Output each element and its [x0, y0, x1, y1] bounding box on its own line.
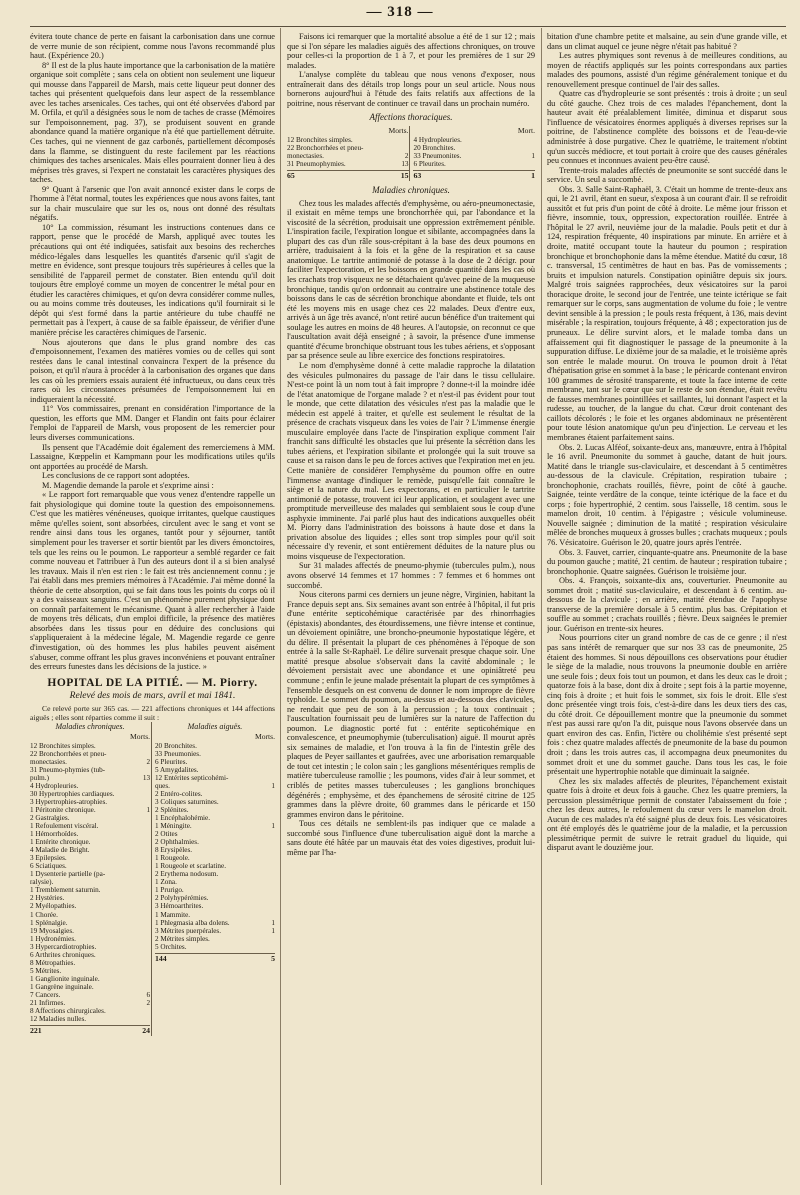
acute-total: 144 5	[154, 953, 275, 963]
table-row: 1 Rougeole.	[154, 854, 190, 863]
table-row: 2 Gastralgies.	[30, 813, 70, 822]
table-row: 6 Arthrites chroniques.	[30, 950, 96, 959]
table-row: 4 Hydropleuries.	[30, 781, 79, 790]
table-row: 12 Bronchites simples.	[287, 135, 353, 144]
thoracic-right-total: 63 1	[413, 171, 535, 181]
column-1	[30, 32, 275, 1185]
table-row: 20 Bronchites.	[413, 143, 456, 152]
mortality-paragraph: Faisons ici remarquer que la mortalité absolue a été de 1 sur 12 ; mais que si l'on sépare les maladies aiguës des affections chroniques, on trouve pour celles-ci la proportion de 1 à 7, et pour les premières de 1 sur 29 malades.	[287, 32, 535, 70]
table-row: 1 Encéphalohémie.	[154, 813, 211, 822]
table-row: 4 Hydropleuries.	[413, 135, 462, 144]
table-row: monectasies. 2	[30, 757, 151, 766]
thoracic-left-total: 65 15	[287, 171, 409, 181]
table-row: 22 Bronchorrhées et pneu-	[30, 749, 107, 758]
paragraph: Nous citerons parmi ces derniers un jeune nègre, Virginien, habitant la France depuis sept ans. Six semaines avant son entrée à l'hôpital, il fut pris d'une entérite septicohémique caractérisée par des rhinorrhagies (épistaxis) abondantes, des étourdissemens, une fièvre intense et continue, un dévoiement opiniâtre, une broncho-pneumonie hypostatique légère, et du délire. Il présentait la plupart de ces phénomènes à l'époque de son entrée à la salle St-Raphaël. Le délire survenait presque chaque soir. Une matité presque absolue s'observait dans la cavité abdominale ; le dévoiement persistait avec une abondance et une opiniâtreté peu commune ; enfin le jeune malade présentait la plupart de ces symptômes à l'ensemble desquels on est convenu de donner le nom impropre de fièvre typhoïde. Le sommet du poumon, au-dessus et au-dessous des clavicules, ne rendait que peu de son à la percussion ; la toux continuait ; l'auscultation fournissait peu de lumières sur la nature de l'affection du poumon. Le diagnostic porté fut : entérite septicohémique en convalescence, et pneumophymie (tuberculisation) aiguë. Il mourut après six semaines de maladie, et l'on trouva à la fin de l'intestin grêle des plaques de Peyer saillantes et gaufrées, avec une arborisation remarquable de tout cet intestin ; le colon sain ; les ganglions mésentériques remplis de matière tuberculeuse ramollie ; les poumons, vides d'air à leur sommet, et criblés de petites masses tuberculeuses ; les ganglions bronchiques dégénérés ; emphysème, et des épanchemens de sérosité citrine de 125 grammes dans la plèvre droite, 60 grammes dans le péricarde et 150 grammes environ dans le péritoine.	[287, 590, 535, 819]
table-row: 22 Bronchorrhées et pneu-	[287, 143, 364, 152]
table-row: 3 Hypercardiotrophies.	[30, 942, 97, 951]
hospital-title: HOPITAL DE LA PITIÉ. — M. Piorry.	[47, 676, 258, 689]
table-row: 33 Pneumonites. 1	[413, 152, 535, 161]
thoracic-head: Affections thoraciques.	[369, 112, 453, 123]
paragraph: Chez les six malades affectés de pleurites, l'épanchement existait quatre fois à droite et deux fois à gauche. Chez les quatre premiers, la percussion plessimétrique permit de constater l'abaissement du foie ; chez les deux autres, le refoulement du cœur vers le mamelon droit. Aucun de ces malades n'a été saigné plus de deux fois. Les vésicatoires ont été employés dès le quatrième jour de la maladie, et la percussion plessimétrique permit de suivre le retrait graduel du liquide, qui disparut avant le douzième jour.	[547, 776, 787, 853]
column-divider	[541, 28, 542, 1185]
table-row: 1 Ganglionite inguinale.	[30, 974, 100, 983]
paragraph: évitera toute chance de perte en faisant la carbonisation dans une cornue de verre munie de son récipient, comme nous l'avons recommandé plus haut. (Expérience 20.)	[30, 32, 275, 61]
chronic-head: Maladies chroniques.	[55, 722, 125, 732]
table-row: 12 Maladies nulles.	[30, 1015, 87, 1024]
table-row: 2 Entéro-colites.	[154, 789, 203, 798]
table-row: 8 Métropathies.	[30, 958, 76, 967]
paragraph: 9° Quant à l'arsenic que l'on avait annoncé exister dans le corps de l'homme à l'état normal, toutes les expériences que nous avons faites, tant sur la chair musculaire que sur les os, nous ont donné des résultats négatifs.	[30, 184, 275, 223]
table-row: 3 Epilepsies.	[30, 854, 67, 863]
acute-diseases-list	[151, 722, 275, 1035]
table-row: 3 Métrites puerpérales. 1	[154, 926, 275, 935]
table-row: 3 Hémoarthrites.	[154, 902, 204, 911]
column-3-text	[547, 32, 787, 853]
table-row: 12 Bronchites simples.	[30, 741, 96, 750]
table-row: 2 Erythema nodosum.	[154, 870, 219, 879]
table-row: 1 Gangrène inguinale.	[30, 982, 94, 991]
table-row: 20 Bronchites.	[154, 741, 197, 750]
table-row: 2 Métrites simples.	[154, 934, 210, 943]
table-row: 31 Pneumophymies. 13	[287, 160, 409, 169]
table-row: 3 Hypertrophies-atrophies.	[30, 797, 108, 806]
table-row: 31 Pneumo-phymies (tub-	[30, 765, 106, 774]
morts-label: Morts.	[388, 126, 409, 136]
table-row: 2 Splénites.	[154, 805, 189, 814]
paragraph: Ils pensent que l'Académie doit également des remerciemens à MM. Lassaigne, Kœppelin et Kampmann pour les modifications utiles qu'ils ont apportées au procédé de Marsh.	[30, 442, 275, 471]
page-number: — 318 —	[366, 4, 434, 20]
paragraph: Les conclusions de ce rapport sont adoptées.	[42, 471, 190, 481]
table-row: 1 Hydronémies.	[30, 934, 76, 943]
paragraph: Nous ajouterons que dans le plus grand nombre des cas d'empoisonnement, l'examen des matières vomies ou de celles qui sont restées dans le canal intestinal convaincra l'expert de la présence du poison, et qu'il n'aura à procéder à la carbonisation des organes que dans les cas où les premiers essais auraient été infructueux, ou dans ceux très rares où les circonstances présumées de l'empoisonnement lui en indiqueraient la nécessité.	[30, 337, 275, 404]
table-row: 2 Myélopathies.	[30, 902, 77, 911]
paragraph: Nous pourrions citer un grand nombre de cas de ce genre ; il n'est pas sans intérêt de remarquer que sur nos 33 cas de pneumonite, 25 étaient des hommes. Si nous dépouillons ces observations pour étudier le siège de la maladie, nous trouvons la pneumonie double en arrière une seule fois ; deux fois tout un poumon, et dans les deux cas le droit ; quatorze fois à la base, dont dix à droite ; sept fois à la partie moyenne, cinq fois à droite ; et huit fois le sommet, six fois le droit. Elle s'est donc présentée vingt trois fois, c'est-à-dire dans les deux tiers des cas, du côté droit. Ce dépouillement montre que la pneumonie du sommet n'est pas aussi rare qu'on l'a dit, puisque nous l'avons observée dans un quart environ des cas. Enfin, l'ictère ou cholihémie s'est présenté sept fois : chez quatre malades affectés de pneumonite de la base du poumon droit ; dans les trois autres cas, il accompagna deux pneumonites du sommet droit et une du sommet gauche. Dans tous les cas, le foie présentait une hypertrophie notable que diminuait la saignée.	[547, 633, 787, 777]
table-row: ques. 1	[154, 781, 275, 790]
paragraph: Obs. 4. François, soixante-dix ans, couverturier. Pneumonite au sommet droit ; matité sus-claviculaire, et descendant à 6 centim. au-dessous de la clavicule ; en arrière, matité étendue de l'apophyse transverse de la première dorsale à 5 centim. plus bas. Crépitation et souffle au sommet ; crachats rouillés ; fièvre. Deux saignées le premier jour. Guérison en trente-six heures.	[547, 576, 787, 633]
paragraph: Le nom d'emphysème donné à cette maladie rapproche la dilatation des vésicules pulmonaires du passage de l'air dans le tissu cellulaire. N'est-ce point là un nom tout à fait impropre ? donne-t-il la moindre idée de l'état anatomique de l'organe malade ? et n'est-il pas évident pour tout le monde, que cette dilatation des vésicules n'est pas la maladie que le médecin est appelé à traiter, et qu'elle est seulement le résultat de la présence de crachats visqueux dans les voies de l'air ? L'immense énergie musculaire employée dans l'acte de l'inspiration explique comment l'air franchit sans difficulté les obstacles que lui présente la sécrétion dans les tubes aériens, et l'expiration sibilante et prolongée qui la suit trouve sa cause et sa raison dans le peu de forces actives que l'expiration met en jeu. Cette manière de considérer l'emphysème du poumon offre en outre l'immense avantage d'indiquer le remède, puisqu'elle fait connaître le siège et la nature du mal. Les expectorans, et en particulier le tartrite antimonié de potasse, trouvent ici leur application, et soulagent avec une promptitude merveilleuse des malades qui semblaient sous le coup d'une asphyxie imminente. J'ai parlé plus haut des indications auxquelles obéit M. Piorry dans l'administration des boissons à haute dose et dans la privation absolue des liquides ; elles sont trop simples pour qu'il soit nécessaire d'y revenir, et sont entièrement déduites de la nature plus ou moins visqueuse de l'expectoration.	[287, 360, 535, 561]
column-2-text	[287, 199, 535, 858]
paragraph: Obs. 2. Lucas Alféof, soixante-deux ans, manœuvre, entra à l'hôpital le 16 avril. Pneumonite du sommet à gauche, datant de huit jours. Matité dans le triangle sus-claviculaire, et descendant à 5 centimètres au-dessous de la clavicule. Crépitation, respiration tubaire ; bronchophonie, crachats rouillés, fièvre, point de côté à gauche. Saignée, teinte verdâtre de la conque, teinte ictérique de la face et du corps ; foie hypertrophié, 2 centim. sous l'aisselle, 18 centim. sous le mamelon droit, 10 centim. à l'épigastre ; vésicule volumineuse. Nouvelle saignée ; diminution de la matité ; respiration vésiculaire mêlée de bronches muqueux à grosses bulles ; crachats muqueux ; pouls 76. Vésicatoire. Guérison le 20, quatre jours après l'entrée.	[547, 442, 787, 547]
table-row: 5 Amygdalites.	[154, 765, 199, 774]
morts-label: Morts.	[254, 732, 275, 741]
thoracic-right	[409, 126, 535, 180]
table-row: 33 Pneumonies.	[154, 749, 201, 758]
paragraph: 10° La commission, résumant les instructions contenues dans ce rapport, pense que le procédé de Marsh, appliqué avec toutes les précautions qui ont été indiquées, satisfait aux besoins des recherches médico-légales dans lesquelles les quantités d'arsenic qu'il s'agit de mettre en évidence, sont presque toujours très supérieures à celles que la sensibilité de l'appareil permet de constater. Bien entendu qu'il doit toujours être employé comme un moyen de concentrer le métal pour en étudier les caractères chimiques, et qu'on devra considérer comme nulles, ou au moins comme très douteuses, les indications qu'il fournirait si le dépôt qui s'est formé dans la partie antérieure du tube chauffé ne permettait pas à l'expert, à cause de sa faible épaisseur, de vérifier d'une manière précise les caractères chimiques de l'arsenic.	[30, 222, 275, 337]
table-row: 5 Orchites.	[154, 942, 187, 951]
table-row: 12 Entérites septicohémi-	[154, 773, 229, 782]
paragraph: Sur 31 malades affectés de pneumo-phymie (tubercules pulm.), nous avons observé 14 femmes et 17 hommes : 7 femmes et 6 hommes ont succombé.	[287, 561, 535, 590]
table-row: 8 Affections chirurgicales.	[30, 1007, 106, 1016]
table-row: 1 Dysenterie partielle (pa-	[30, 870, 106, 879]
paragraph: 8° Il est de la plus haute importance que la carbonisation de la matière organique soit complète ; sans cela on obtient non seulement une liqueur qui mousse dans l'appareil de Marsh, mais cette liqueur peut donner des taches qui présentent quelquefois dans leur aspect de la ressemblance avec les taches arsenicales. Ces taches, qui ont été observées d'abord par M. Orfila, et qu'il a désignées sous le nom de taches de crasse (Mémoires sur l'empoisonnement, pag. 37), se produisent souvent en grande abondance quand la matière organique n'a été que partiellement détruite. Ces taches, qui ne viennent de gaz carbonés, partiellement décomposés dans la flamme, se distinguent du reste facilement par les réactions chimiques des taches arsenicales. Mais elles pourraient donner lieu à des méprises très graves, si l'expert ne constatait les caractères physiques des taches.	[30, 60, 275, 185]
table-row: 2 Polyhypérémies.	[154, 894, 209, 903]
paragraph: Obs. 3. Fauvet, carrier, cinquante-quatre ans. Pneumonite de la base du poumon gauche ; matité, 21 centim. de hauteur ; respiration tubaire ; bronchophonie. Quatre saignées. Guérison le troisième jour.	[547, 547, 787, 576]
table-row: 2 Otites	[154, 830, 178, 839]
table-row: 1 Splénalgie.	[30, 918, 68, 927]
table-row: 2 Hystéries.	[30, 894, 65, 903]
table-row: 4 Maladie de Bright.	[30, 846, 90, 855]
chronic-total: 221 24	[30, 1026, 151, 1036]
thoracic-table	[287, 126, 535, 180]
table-row: 1 Péritonite chronique. 1	[30, 805, 151, 814]
column-1-text	[30, 32, 275, 672]
column-divider	[280, 28, 281, 1185]
table-row: 1 Rougeole et scarlatine.	[154, 862, 227, 871]
paragraph: Obs. 3. Salle Saint-Raphaël, 3. C'était un homme de trente-deux ans qui, le 21 avril, étant en sueur, s'exposa à un courant d'air. Il se refroidit aussitôt et fut pris d'un point de côté à droite. Le même jour frisson et fièvre, insomnie, toux, oppression, expectoration rouillée. Entrée à l'hôpital le 27 avril, neuvième jour de la maladie. Pouls petit et dur à 124, respiration fréquente, 40 inspirations par minute. En arrière et à droite, matité occupant toute la hauteur du poumon ; respiration bronchique et bronchophonie dans la même étendue. Matité du cœur, 18 c. transversal, 15 centimètres de haut en bas. Pas de vomissements ; bruits et impulsion naturels. Constipation opiniâtre depuis six jours. Malgré trois saignées rapprochées, deux vésicatoires sur la paroi thoracique droite, le second jour de l'entrée, une teinte ictérique se fait remarquer sur le corps, sans augmentation de volume du foie ; le ventre devint sensible à la pression ; le pouls resta fréquent, à 136, mais devint misérable ; la respiration, toujours fréquente, à 48 ; expectoration jus de pruneaux. Le délire survint alors, et le malade tomba dans un affaissement qui fit diagnostiquer le passage de la pneumonite à la suppuration diffuse. Le dixième jour de sa maladie, et le troisième après son entrée le malade mourut. On trouva le poumon droit à l'état d'hépatisation grise en sommet à la base ; le péricarde contenant environ 100 grammes de sérosité transparente, et toute la face interne de cette membrane, tant sur le cœur que sur le reste de son étendue, était revêtu de fausses membranes pointillées et saillantes, lui donnant l'aspect et la rudesse, au toucher, de la langue du chat. Cœur droit contenant des caillots décolorés ; le foie et les organes abdominaux ne présentèrent pour toute lésion anatomique qu'un peu d'injection. Le cerveau et les membranes étaient parfaitement sains.	[547, 184, 787, 442]
table-row: 1 Refoulement viscéral.	[30, 822, 99, 831]
paragraph: 11° Vos commissaires, prenant en considération l'importance de la question, les efforts que MM. Danger et Flandin ont faits pour éclairer l'emploi de l'appareil de Marsh, vous proposent de les remercier pour leurs diverses communications.	[30, 404, 275, 442]
hospital-intro: Ce relevé porte sur 365 cas. — 221 affections chroniques et 144 affections aiguës ; elles sont réparties comme il suit :	[30, 703, 275, 722]
table-row: ralysie).	[30, 878, 54, 887]
table-row: 1 Méningite. 1	[154, 822, 275, 831]
table-row: 1 Mammite.	[154, 910, 191, 919]
hospital-table	[30, 722, 275, 1035]
acute-head: Maladies aiguës.	[187, 722, 243, 732]
paragraph: bitation d'une chambre petite et malsaine, au sein d'une grande ville, et dans un climat auquel ce jeune nègre n'était pas habitué ?	[547, 32, 787, 51]
table-row: 6 Pleurites.	[413, 160, 446, 169]
table-row: 8 Erysipèles.	[154, 846, 193, 855]
paragraph: Tous ces détails ne semblent-ils pas indiquer que ce malade a succombé sous l'influence d'une tuberculisation aiguë dont la marche a sans doute été hâtée par un mauvais état des voies digestives, produit lui-même par l'ha-	[287, 819, 535, 857]
table-row: 1 Prurigo.	[154, 886, 184, 895]
table-row: 1 Tremblement saturnin.	[30, 886, 101, 895]
table-row: 7 Cancers. 6	[30, 991, 151, 999]
column-3	[547, 32, 787, 1185]
table-row: 1 Hémorrhoïdes.	[30, 830, 79, 839]
paragraph: M. Magendie demande la parole et s'exprime ainsi :	[42, 480, 214, 490]
thoracic-left	[287, 126, 409, 180]
table-row: 1 Chorée.	[30, 910, 58, 919]
hospital-subtitle: Relevé des mois de mars, avril et mai 1841.	[69, 690, 236, 701]
paragraph: Les autres phymiques sont revenus à de meilleures conditions, au moyen de réactifs appliqués sur les points correspondans aux parties malades des poumons, assisté d'un régime généralement tonique et du renouvellement presque continuel de l'air des salles.	[547, 51, 787, 89]
paragraph: Chez tous les malades affectés d'emphysème, ou aéro-pneumonectasie, il existait en même temps une bronchorrhée qui, par l'abondance et la viscosité de la sécrétion, produisait une oppression extrêmement pénible. L'inspiration facile, l'expiration longue et sibilante, accompagnées dans la plupart des cas d'un râle sous-crépitant à la base des deux poumons en arrière, traduisaient à la fois et la gêne de la respiration et sa cause anatomique. Le tartrite antimonié de potasse à la dose de 2 décigr. pour faciliter l'expectoration, et les boissons en grande quantité dans les cas où les crachats trop visqueux ne se détachaient qu'avec peine de la muqueuse bronchique, tandis qu'on ordonnait au contraire une abstinence totale des boissons dans le cas de sécrétion bronchique abondante et fluide, tels ont été les moyens mis en usage chez ces 22 malades. Deux d'entre eux, arrivés à un âge très avancé, n'ont retiré aucun bénéfice d'un traitement qui soulage les autres en moins de 48 heures. A l'autopsie, on reconnut ce que l'auscultation avait déjà enseigné ; à savoir, la présence d'une immense quantité d'écume bronchique obstruant tous les tubes aériens, et s'opposant par sa présence seule au libre exercice des fonctions respiratoires.	[287, 198, 535, 361]
table-row: monectasies. 2	[287, 152, 409, 161]
table-row: 1 Zona.	[154, 878, 177, 887]
table-row: 3 Coliques saturnines.	[154, 797, 219, 806]
chronic-section-head: Maladies chroniques.	[372, 184, 450, 195]
paragraph: Trente-trois malades affectés de pneumonite se sont succédé dans le service. Un seul a succombé.	[547, 165, 787, 185]
table-row: 6 Pleurites.	[154, 757, 188, 766]
table-row: 1 Entérite chronique.	[30, 838, 91, 847]
table-row: 2 Ophthalmies.	[154, 838, 199, 847]
paragraph: « Le rapport fort remarquable que vous venez d'entendre rappelle un fait physiologique qui domine toute la question des empoisonnemens. C'est que les matières vénéneuses, quoique irritantes, quelque caustiques même qu'elles soient, sont absorbées, circulent avec le sang et vont se rendre ainsi dans tous les organes, tantôt pour y séjourner, tantôt simplement pour les traverser et sortir bientôt par les divers émonctoires, tels que les reins ou le poumon. Le rapporteur a semblé regarder ce fait comme nouveau et l'attribuer à l'un des auteurs dont il a si bien analysé les travaux. Mais il n'en est rien : le fait est très anciennement connu ; je l'ai établi dans mes premiers mémoires à l'Académie. J'ai même donné la théorie de cette absorption, qui se fait dans tous les points du corps où il y a des vaisseaux sanguins. C'est un phénomène purement physique dont on connaît parfaitement le mécanisme. Quant à aller rechercher à l'aide de moyens très délicats, d'un emploi difficile, la présence des matières absorbées dans les tissus pour en déduire des conclusions qui s'appliqueraient à la médecine légale, M. Magendie regarde ce genre d'investigation, où des hommes les plus habiles peuvent aisément s'abuser, comme offrant les plus graves inconvéniens et pouvant entraîner des erreurs funestes dans les décisions de la justice. »	[30, 490, 275, 672]
table-row: 1 Phlegmasia alba dolens. 1	[154, 918, 275, 927]
table-row: 30 Hypertrophies cardiaques.	[30, 789, 115, 798]
header-rule	[30, 26, 786, 27]
mort-label: Mort.	[517, 126, 535, 136]
table-row: 6 Sciatiques.	[30, 862, 67, 871]
table-row: 21 Infirmes. 2	[30, 999, 151, 1008]
table-row: pulm.) 13	[30, 773, 151, 782]
column-2	[287, 32, 535, 1185]
chronic-diseases-list	[30, 722, 150, 1035]
table-row: 19 Myosalgies.	[30, 926, 74, 935]
analysis-paragraph: L'analyse complète du tableau que nous venons d'exposer, nous entraînerait dans des détails trop longs pour un seul article. Nous nous bornerons aujourd'hui à l'étude des faits relatifs aux affections de la poitrine, nous réservant de continuer ce travail dans un prochain numéro.	[287, 70, 535, 108]
table-row: 5 Métrites.	[30, 966, 62, 975]
morts-label: Morts.	[130, 732, 151, 741]
paragraph: Quatre cas d'hydropleurie se sont présentés : trois à droite ; un seul du côté gauche. Chez trois de ces malades l'épanchement, dont la hauteur avait été préalablement limitée, diminua et disparut sous l'influence de vésicatoires énormes appliqués à diverses reprises sur la poitrine, de l'abstinence complète des boissons et de l'eau-de-vie administrée à dose purgative. Chez le quatrième, le traitement n'obtint qu'un succès médiocre, et tout portait à croire que des causes générales peu connues et inconnues avaient peu-être causé.	[547, 89, 787, 166]
